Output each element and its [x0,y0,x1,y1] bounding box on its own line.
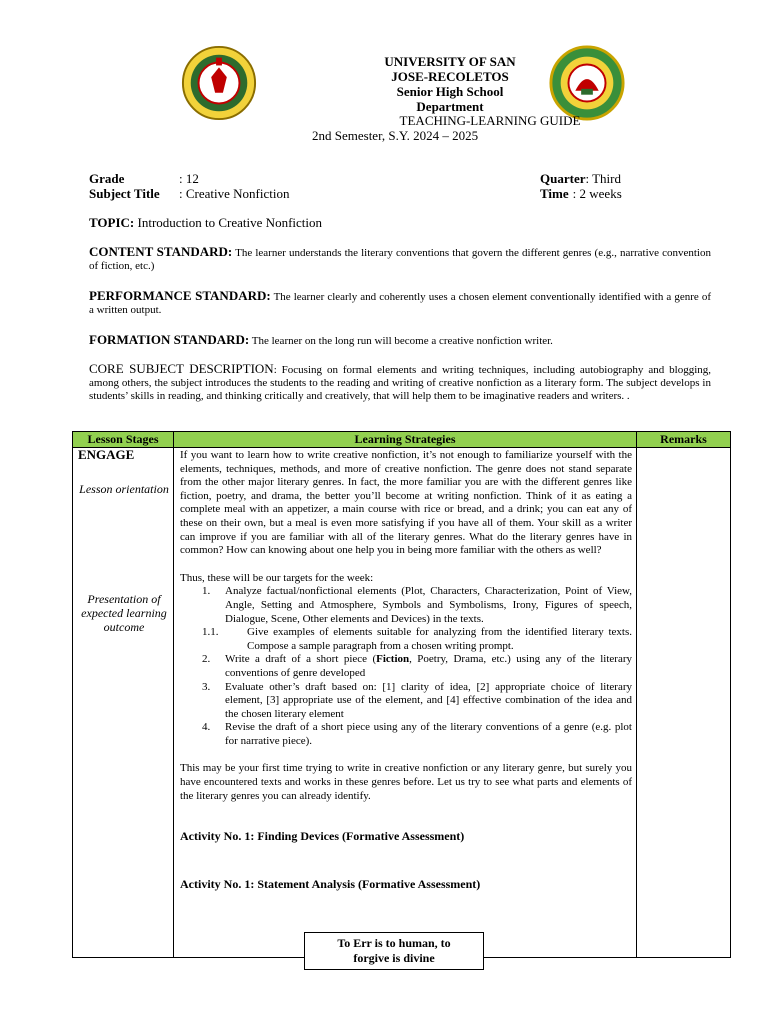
formation-standard: FORMATION STANDARD: The learner on the long run will become a creative nonfiction writer. [89,332,553,347]
content-standard: CONTENT STANDARD: The learner understands the literary conventions that govern the different genres (e.g., narrative convention of fiction, etc.) [89,244,711,272]
subtarget-item: 1.1. Give examples of elements suitable for analyzing from the identified literary texts. Compose a sample paragraph from a chosen writing prompt. [202,626,632,652]
list-item: 2. Write a draft of a short piece (Fiction, Poetry, Drama, etc.) using any of the literary conventions of genre developed [202,653,632,679]
guide-title: TEACHING-LEARNING GUIDE [399,113,581,128]
subject-value: : Creative Nonfiction [179,186,290,201]
university-name: UNIVERSITY OF SAN JOSE-RECOLETOS Senior High School Department [384,54,516,114]
time-field: Time : 2 weeks [540,186,622,201]
col-lesson-stages: Lesson Stages [73,432,174,448]
activity-finding-devices: Activity No. 1: Finding Devices (Formative Assessment) [180,829,465,844]
semester-label: 2nd Semester, S.Y. 2024 – 2025 [312,128,479,143]
list-item: 3. Evaluate other’s draft based on: [1] clarity of idea, [2] appropriate choice of literary element, [3] appropriate use of the element, and [4] effective combination of the idea and the chosen literary element [202,680,632,720]
grade-label: Grade [89,171,125,186]
shs-department-seal-icon [548,44,626,122]
col-learning-strategies: Learning Strategies [174,432,637,448]
targets-intro: Thus, these will be our targets for the week: [180,571,374,584]
stage-orientation: Lesson orientation [79,482,169,496]
intro-paragraph: If you want to learn how to write creative nonfiction, it’s not enough to familiarize yourself with the elements, techniques, methods, and more of creative nonfiction. The genre does not stand separate from the other major literary genres. In fact, the more familiar you are with the different genres like fiction, poetry, and drama, the better you’ll become at writing nonfiction. Think of it as eating a complete meal with an appetizer, a main course with rice or bread, and a drink; you can eat any of these on their own, but a meal is even more satisfying if you have all of them. Your skill as a writer can improve if you are familiar with all of the literary genres. What do the literary genres have in common? How can knowing about one help you in being more familiar with the others as well? [180,449,632,557]
topic: TOPIC: Introduction to Creative Nonfiction [89,215,322,230]
col-remarks: Remarks [637,432,731,448]
stage-engage: ENGAGE [78,447,135,462]
university-seal-icon [180,44,258,122]
activity-statement-analysis: Activity No. 1: Statement Analysis (Formative Assessment) [180,876,481,891]
performance-standard: PERFORMANCE STANDARD: The learner clearly and coherently uses a chosen element conventionally identified with a genre of a written output. [89,288,711,316]
list-item: 4. Revise the draft of a short piece using any of the literary conventions of a genre (e.g. plot for narrative piece). [202,721,632,747]
targets-list [180,585,632,748]
stages-cell [73,448,174,958]
quarter-field: Quarter: Third [540,171,621,186]
stage-presentation: Presentation of expected learning outcome [81,592,167,634]
quote-callout: To Err is to human, to forgive is divine [304,932,484,970]
strategies-cell [174,448,637,958]
list-item: 1. Analyze factual/nonfictional elements (Plot, Characters, Characterization, Point of View, Angle, Setting and Atmosphere, Symbols and Symbolisms, Irony, Figures of speech, Dialogue, Scene, Other elements and Devices) in the texts. 1.1. Give examples of elements suitable for analyzing from the identified literary texts. Compose a sample paragraph from a chosen writing prompt. [180,585,632,653]
closing-paragraph: This may be your first time trying to write in creative nonfiction or any literary genre, but surely you have encountered texts and works in these genres before. Let us try to see what parts and elements of the literary genres you can already identify. [180,762,632,802]
subject-label: Subject Title [89,186,160,201]
learning-table [72,431,731,958]
grade-value: : 12 [179,171,199,186]
remarks-cell [637,448,731,958]
core-subject-description: CORE SUBJECT DESCRIPTION: Focusing on formal elements and writing techniques, including autobiography and blogging, among others, the subject introduces the students to the reading and writing of creative nonfiction as a literary form. The subject develops in students’ skills in reading, and thinking critically and creatively, that will help them to be imaginative readers and writers. . [89,361,712,402]
